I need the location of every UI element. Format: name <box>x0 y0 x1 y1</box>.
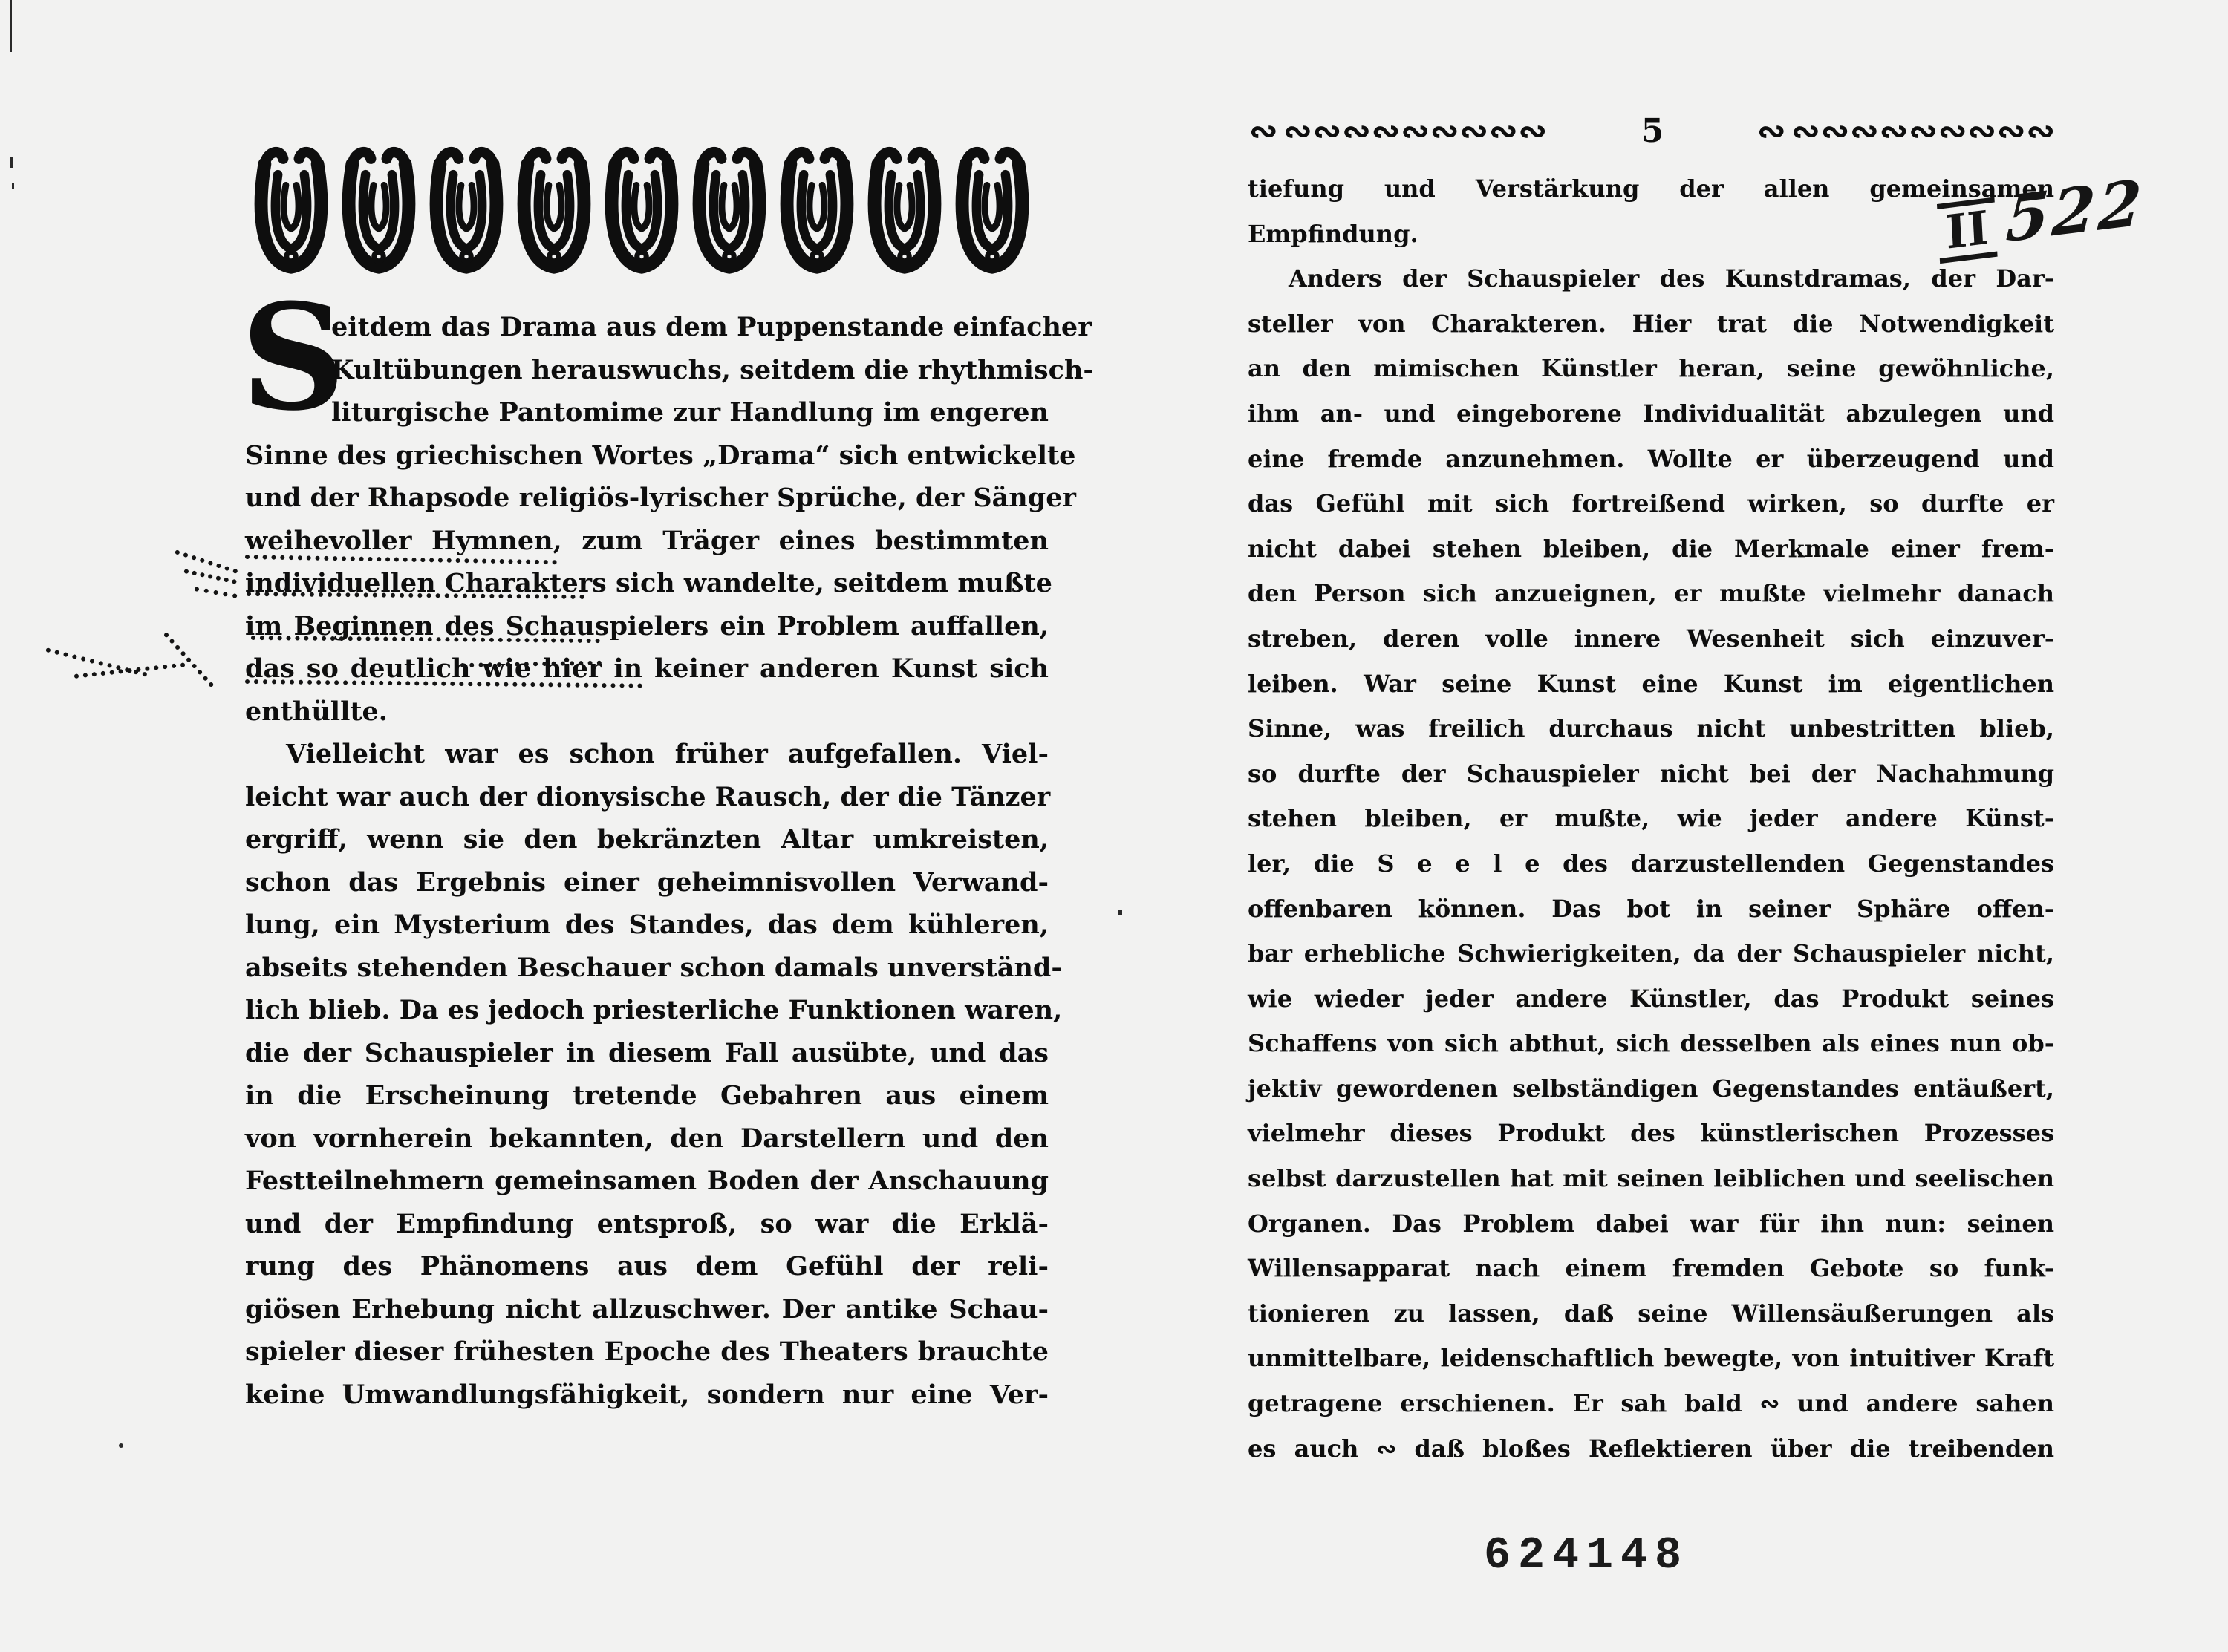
text-line: steller von Charakteren. Hier trat die Notwendigkeit <box>1248 309 2054 338</box>
text-line: so durfte der Schauspieler nicht bei der Nachahmung <box>1248 759 2054 788</box>
pencil-dot-marks <box>74 662 186 679</box>
ornament-row-left <box>1249 111 1548 150</box>
text-line: und der Empfindung entsproß, so war die Erklä- <box>245 1208 1049 1239</box>
text-line: Kultübungen herauswuchs, seitdem die rhythmisch- <box>331 354 1094 385</box>
scan-artifact <box>119 1443 123 1448</box>
swirl-ornament-icon: ∾ <box>1850 111 1880 151</box>
left-page-text-column <box>241 272 1094 1416</box>
text-line: spieler dieser frühesten Epoche des Theaters brauchte <box>245 1336 1049 1367</box>
tulip-ornament-icon <box>426 146 506 278</box>
paragraph <box>241 272 1094 733</box>
text-line: ler, die S e e l e des darzustellenden Gegenstandes <box>1248 849 2054 878</box>
scan-artifact <box>10 157 13 168</box>
text-line: individuellen Charakters sich wandelte, seitdem mußte <box>245 568 1052 598</box>
swirl-ornament-icon: ∾ <box>1518 111 1548 151</box>
swirl-ornament-icon: ∾ <box>1756 111 1787 151</box>
swirl-ornament-icon: ∾ <box>1401 111 1430 151</box>
text-line: enthüllte. <box>245 696 388 727</box>
text-line: bar erhebliche Schwierigkeiten, da der Schauspieler nicht, <box>1248 939 2054 968</box>
swirl-ornament-icon: ∾ <box>1967 111 1997 151</box>
text-line: stehen bleiben, er mußte, wie jeder andere Künst- <box>1248 804 2054 833</box>
handwritten-number: 522 <box>2004 165 2147 257</box>
text-line: leiben. War seine Kunst eine Kunst im eigentlichen <box>1248 669 2054 698</box>
pencil-dot-marks <box>194 587 237 598</box>
text-line: keine Umwandlungsfähigkeit, sondern nur eine Ver- <box>245 1379 1049 1410</box>
text-line: Sinne des griechischen Wortes „Drama“ sich entwickelte <box>245 440 1076 471</box>
tulip-ornament-icon <box>514 146 594 278</box>
right-page-header <box>1249 111 2056 150</box>
pencil-dot-marks <box>163 632 215 688</box>
swirl-ornament-icon: ∾ <box>1430 111 1460 151</box>
text-line: und der Rhapsode religiös-lyrischer Sprüche, der Sänger <box>245 483 1076 513</box>
ornament-band <box>251 146 1032 278</box>
accession-number-stamp: 624148 <box>1484 1531 1690 1581</box>
swirl-ornament-icon: ∾ <box>1820 111 1851 151</box>
text-line: wie wieder jeder andere Künstler, das Produkt seines <box>1248 984 2054 1013</box>
text-line: ihm an- und eingeborene Individualität abzulegen und <box>1248 399 2054 428</box>
text-line: die der Schauspieler in diesem Fall ausübte, und das <box>245 1037 1049 1068</box>
tulip-ornament-icon <box>689 146 769 278</box>
text-line: offenbaren können. Das bot in seiner Sphäre offen- <box>1248 894 2054 923</box>
swirl-ornament-icon: ∾ <box>1938 111 1968 151</box>
tulip-ornament-icon <box>251 146 331 278</box>
text-line: von vornherein bekannten, den Darstellern und den <box>245 1123 1049 1154</box>
swirl-ornament-icon: ∾ <box>1283 111 1313 151</box>
scan-artifact <box>1118 910 1122 915</box>
drop-cap: S <box>241 272 346 443</box>
text-line: weihevoller Hymnen, zum Träger eines bestimmten <box>245 525 1049 556</box>
text-line: unmittelbare, leidenschaftlich bewegte, von intuitiver Kraft <box>1248 1344 2054 1373</box>
text-line: tiefung und Verstärkung der allen gemeinsamen <box>1248 174 2054 203</box>
tulip-ornament-icon <box>952 146 1032 278</box>
text-line: nicht dabei stehen bleiben, die Merkmale einer frem- <box>1248 534 2054 563</box>
scan-artifact <box>12 183 14 189</box>
handwritten-roman-numeral: II <box>1937 197 1998 264</box>
text-line: an den mimischen Künstler heran, seine gewöhnliche, <box>1248 354 2054 383</box>
text-line: ergriff, wenn sie den bekränzten Altar umkreisten, <box>245 824 1049 855</box>
text-line: das Gefühl mit sich fortreißend wirken, so durfte er <box>1248 489 2054 518</box>
text-line: giösen Erhebung nicht allzuschwer. Der antike Schau- <box>245 1293 1049 1325</box>
text-line: in die Erscheinung tretende Gebahren aus einem <box>245 1080 1049 1111</box>
text-line: selbst darzustellen hat mit seinen leiblichen und seelischen <box>1248 1164 2054 1193</box>
text-line: rung des Phänomens aus dem Gefühl der reli- <box>245 1251 1049 1282</box>
swirl-ornament-icon: ∾ <box>1879 111 1909 151</box>
text-line: leicht war auch der dionysische Rausch, der die Tänzer <box>245 781 1051 812</box>
text-line: das so deutlich wie hier in keiner anderen Kunst sich <box>245 653 1049 684</box>
swirl-ornament-icon: ∾ <box>2026 111 2056 151</box>
text-line: liturgische Pantomime zur Handlung im engeren <box>331 397 1049 428</box>
text-line: es auch ∾ daß bloßes Reflektieren über die treibenden <box>1248 1434 2054 1463</box>
swirl-ornament-icon: ∾ <box>1996 111 2027 151</box>
swirl-ornament-icon: ∾ <box>1342 111 1372 151</box>
page-number: 5 <box>1641 111 1664 150</box>
text-line: streben, deren volle innere Wesenheit sich einzuver- <box>1248 624 2054 653</box>
swirl-ornament-icon: ∾ <box>1791 111 1821 151</box>
scan-artifact <box>10 0 12 52</box>
text-line: eitdem das Drama aus dem Puppenstande einfacher <box>331 312 1092 342</box>
swirl-ornament-icon: ∾ <box>1488 111 1519 151</box>
text-line: den Person sich anzueignen, er mußte vielmehr danach <box>1248 579 2054 608</box>
text-line: tionieren zu lassen, daß seine Willensäußerungen als <box>1248 1299 2054 1328</box>
tulip-ornament-icon <box>602 146 682 278</box>
text-line: Anders der Schauspieler des Kunstdramas, der Dar- <box>1289 264 2054 293</box>
tulip-ornament-icon <box>864 146 945 278</box>
text-line: abseits stehenden Beschauer schon damals unverständ- <box>245 952 1062 983</box>
right-page-text-column <box>1248 166 2054 1471</box>
text-line: getragene erschienen. Er sah bald ∾ und andere sahen <box>1248 1389 2054 1418</box>
text-line: schon das Ergebnis einer geheimnisvollen Verwand- <box>245 866 1049 898</box>
text-line: vielmehr dieses Produkt des künstlerischen Prozesses <box>1248 1119 2054 1148</box>
text-line: im Beginnen des Schauspielers ein Problem auffallen, <box>245 610 1049 641</box>
swirl-ornament-icon: ∾ <box>1459 111 1489 151</box>
swirl-ornament-icon: ∾ <box>1371 111 1401 151</box>
text-line: eine fremde anzunehmen. Wollte er überzeugend und <box>1248 444 2054 473</box>
paragraph <box>1248 256 2054 1471</box>
swirl-ornament-icon: ∾ <box>1249 111 1279 151</box>
text-line: Schaffens von sich abthut, sich desselben als eines nun ob- <box>1248 1029 2054 1058</box>
text-line: Sinne, was freilich durchaus nicht unbestritten blieb, <box>1248 714 2054 743</box>
text-line: Vielleicht war es schon früher aufgefallen. Viel- <box>286 739 1049 769</box>
swirl-ornament-icon: ∾ <box>1909 111 1938 151</box>
tulip-ornament-icon <box>777 146 857 278</box>
text-line: lich blieb. Da es jedoch priesterliche Funktionen waren, <box>245 995 1063 1025</box>
text-line: Festteilnehmern gemeinsamen Boden der Anschauung <box>245 1166 1049 1196</box>
text-line: lung, ein Mysterium des Standes, das dem kühleren, <box>245 910 1049 940</box>
text-line: Empfindung. <box>1248 219 1418 248</box>
text-line: Willensapparat nach einem fremden Gebote so funk- <box>1248 1254 2054 1283</box>
paragraph <box>245 733 1063 1416</box>
text-line: Organen. Das Problem dabei war für ihn nun: seinen <box>1248 1209 2054 1238</box>
text-line: jektiv gewordenen selbständigen Gegenstandes entäußert, <box>1248 1074 2054 1103</box>
tulip-ornament-icon <box>339 146 419 278</box>
paragraph <box>1248 166 2054 256</box>
ornament-row-right <box>1757 111 2056 150</box>
swirl-ornament-icon: ∾ <box>1312 111 1343 151</box>
